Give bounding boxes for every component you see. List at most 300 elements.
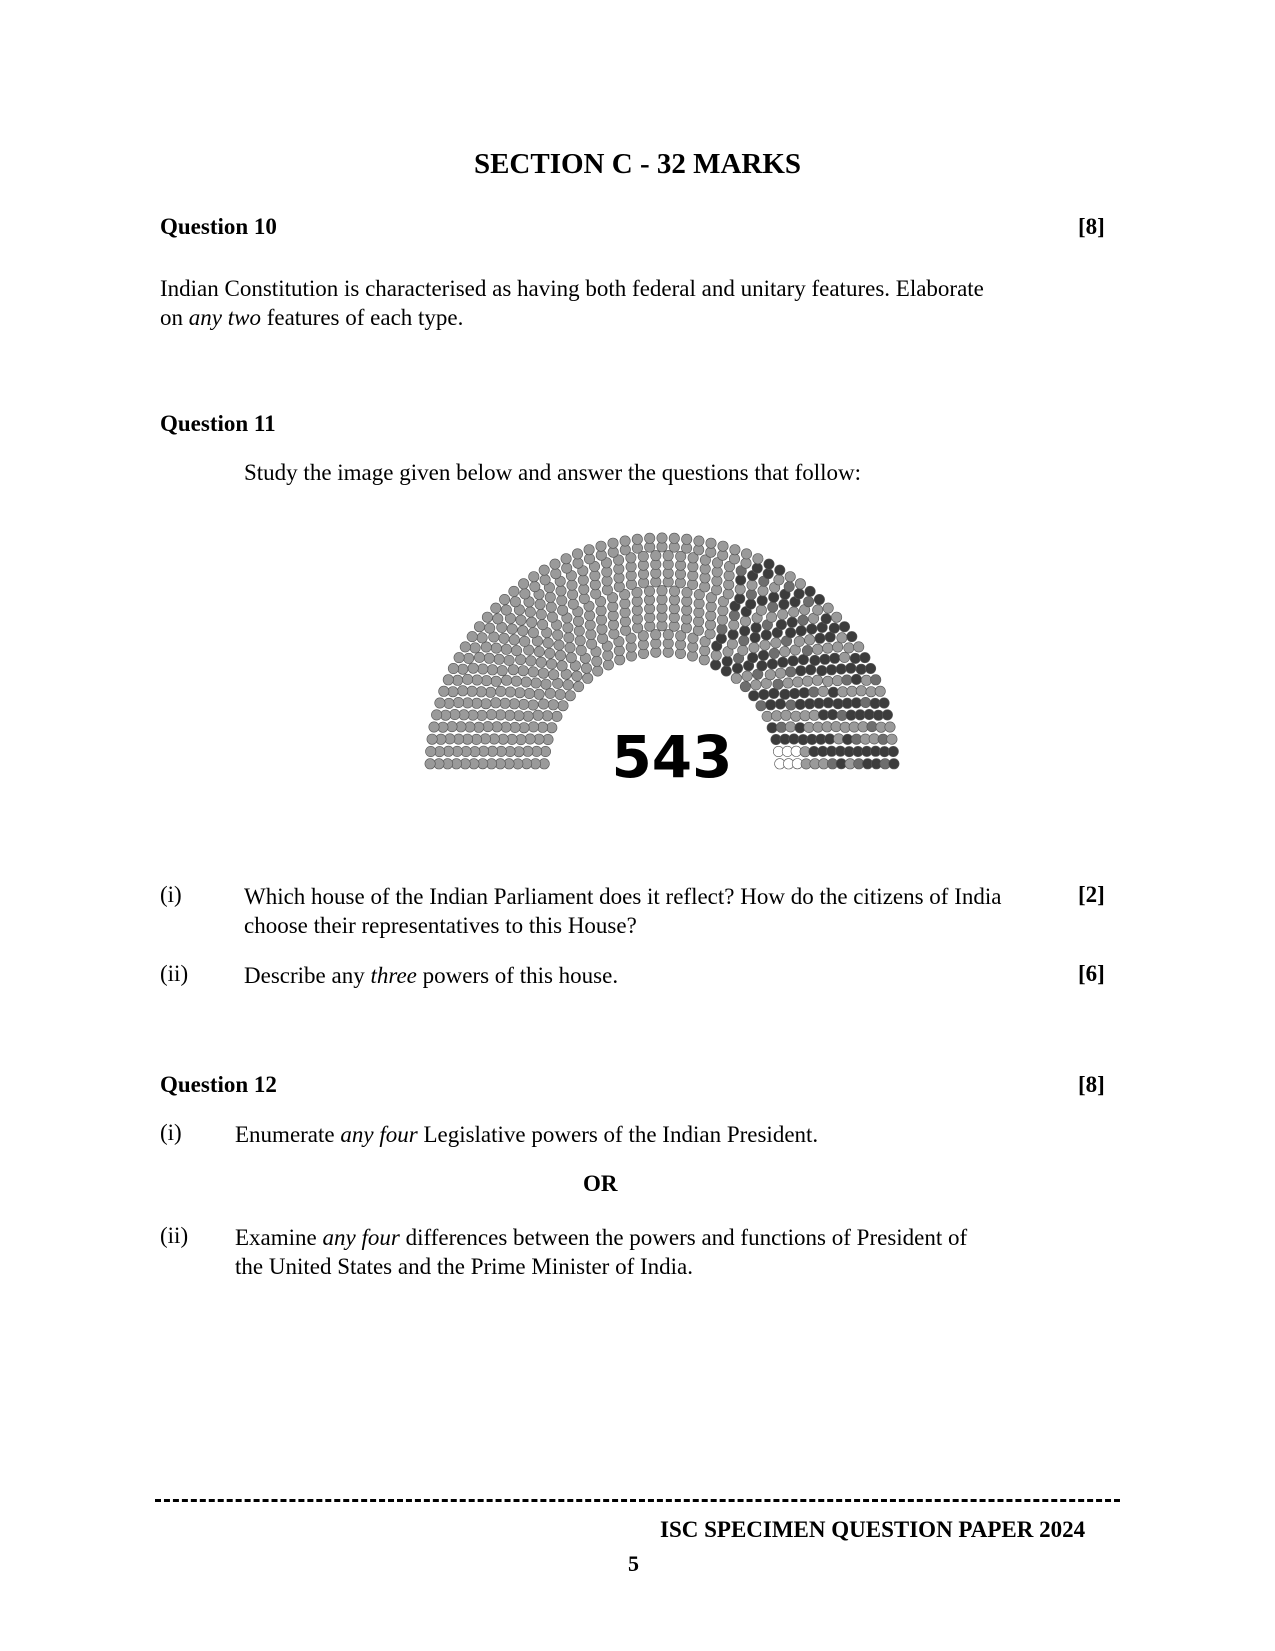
- seat-dot: [538, 668, 548, 678]
- seat-dot: [493, 614, 503, 624]
- seat-dot: [751, 680, 761, 690]
- seat-dot: [548, 700, 558, 710]
- seat-dot: [809, 687, 819, 697]
- question-10-marks: [8]: [1078, 214, 1105, 239]
- seat-dot: [632, 534, 642, 544]
- seat-dot: [596, 541, 606, 551]
- seat-dot: [529, 572, 539, 582]
- seat-dot: [462, 674, 472, 684]
- seat-dot: [549, 670, 559, 680]
- question-11-heading: Question 11: [160, 411, 276, 436]
- seat-dot: [531, 678, 541, 688]
- seat-dot: [528, 667, 538, 677]
- seat-dot: [536, 609, 546, 619]
- seat-dot: [541, 679, 551, 689]
- seat-dot: [805, 635, 815, 645]
- seat-dot: [592, 656, 602, 666]
- seat-dot: [645, 533, 655, 543]
- seat-dot: [596, 615, 606, 625]
- seat-dot: [757, 661, 767, 671]
- seat-dot: [740, 681, 750, 691]
- seat-dot: [538, 699, 548, 709]
- seat-dot: [823, 603, 833, 613]
- seat-dot: [448, 663, 458, 673]
- seat-dot: [786, 667, 796, 677]
- seat-dot: [474, 622, 484, 632]
- seat-dot: [562, 563, 572, 573]
- seat-dot: [757, 595, 767, 605]
- seat-dot: [435, 698, 445, 708]
- seat-dot: [810, 655, 820, 665]
- section-title: SECTION C - 32 MARKS: [473, 148, 802, 180]
- seat-dot: [839, 622, 849, 632]
- seat-dot: [850, 653, 860, 663]
- seat-dot: [716, 633, 726, 643]
- seat-dot: [844, 643, 854, 653]
- seat-dot: [603, 660, 613, 670]
- seat-dot: [507, 624, 517, 634]
- seat-dot: [728, 629, 738, 639]
- seat-dot: [481, 675, 491, 685]
- seat-dot: [657, 585, 667, 595]
- seat-dot: [576, 645, 586, 655]
- seat-dot: [749, 642, 759, 652]
- seat-dot: [746, 599, 756, 609]
- seat-dot: [478, 664, 488, 674]
- seat-dot: [796, 666, 806, 676]
- seat-dot: [557, 605, 567, 615]
- seat-dot: [537, 619, 547, 629]
- seat-dot: [534, 689, 544, 699]
- seat-dot: [738, 645, 748, 655]
- seat-dot: [501, 675, 511, 685]
- seat-dot: [573, 616, 583, 626]
- seat-dot: [780, 646, 790, 656]
- seat-dot: [765, 670, 775, 680]
- seat-dot: [763, 569, 773, 579]
- seat-dot: [453, 697, 463, 707]
- q11-part-i-line-1: Which house of the Indian Parliament does it reflect? How do the citizens of India: [244, 884, 1002, 909]
- seat-dot: [579, 593, 589, 603]
- seat-dot: [773, 679, 783, 689]
- seat-dot: [741, 549, 751, 559]
- seat-dot: [510, 597, 520, 607]
- seat-dot: [885, 722, 895, 732]
- seat-dot: [775, 699, 785, 709]
- seat-dot: [546, 659, 556, 669]
- seat-dot: [504, 655, 514, 665]
- seat-dot: [799, 688, 809, 698]
- seat-dot: [509, 699, 519, 709]
- seat-dot: [499, 594, 509, 604]
- seat-dot: [501, 605, 511, 615]
- seat-dot: [760, 640, 770, 650]
- seat-dot: [497, 665, 507, 675]
- seat-dot: [783, 678, 793, 688]
- seat-dot: [864, 709, 874, 719]
- seat-dot: [711, 650, 721, 660]
- seat-dot: [509, 635, 519, 645]
- seat-dot: [837, 633, 847, 643]
- seat-dot: [528, 628, 538, 638]
- q11-part-i-line-2: choose their representatives to this House?: [244, 913, 637, 938]
- seat-dot: [547, 612, 557, 622]
- seat-dot: [556, 586, 566, 596]
- seat-dot: [564, 632, 574, 642]
- seat-dot: [851, 698, 861, 708]
- footer-divider: [155, 1499, 1120, 1502]
- seat-dot: [817, 665, 827, 675]
- seat-dot: [717, 615, 727, 625]
- seat-dot: [803, 597, 813, 607]
- q11-part-i-marks: [2]: [1078, 882, 1105, 907]
- seat-dot: [758, 650, 768, 660]
- seat-dot: [739, 635, 749, 645]
- seat-dot: [818, 686, 828, 696]
- page-number: 5: [628, 1551, 639, 1576]
- seat-dot: [555, 650, 565, 660]
- seat-dot: [615, 655, 625, 665]
- seat-dot: [553, 630, 563, 640]
- question-10-line-1: Indian Constitution is characterised as having both federal and unitary features. Elaborate: [160, 276, 984, 301]
- seat-dot: [597, 624, 607, 634]
- seat-dot: [484, 653, 494, 663]
- seat-dot: [823, 676, 833, 686]
- seat-dot: [735, 584, 745, 594]
- emphasis: three: [370, 963, 417, 988]
- seat-dot: [795, 699, 805, 709]
- seat-dot: [785, 628, 795, 638]
- seat-dot: [526, 656, 536, 666]
- seat-dot: [821, 614, 831, 624]
- seat-dot: [846, 663, 856, 673]
- seat-dot: [669, 533, 679, 543]
- seat-dot: [535, 599, 545, 609]
- seat-dot: [657, 533, 667, 543]
- seat-dot: [481, 642, 491, 652]
- seat-dot: [491, 603, 501, 613]
- seat-dot: [530, 581, 540, 591]
- seat-dot: [771, 711, 781, 721]
- seat-dot: [491, 676, 501, 686]
- seat-dot: [762, 711, 772, 721]
- seat-dot: [722, 656, 732, 666]
- seat-dot: [823, 698, 833, 708]
- footer-title: ISC SPECIMEN QUESTION PAPER 2024: [660, 1517, 1086, 1542]
- seat-dot: [740, 616, 750, 626]
- seat-dot: [499, 633, 509, 643]
- seat-dot: [458, 664, 468, 674]
- seat-dot: [856, 686, 866, 696]
- seat-dot: [842, 675, 852, 685]
- seat-dot: [586, 639, 596, 649]
- seat-dot: [572, 549, 582, 559]
- seat-dot: [563, 680, 573, 690]
- seat-dot: [591, 589, 601, 599]
- emphasis: any four: [340, 1122, 418, 1147]
- seat-dot: [520, 636, 530, 646]
- seat-dot: [533, 710, 543, 720]
- seat-dot: [699, 655, 709, 665]
- seat-dot: [775, 668, 785, 678]
- seat-dot: [597, 633, 607, 643]
- parliament-seat-diagram: [420, 505, 920, 815]
- seat-dot: [462, 698, 472, 708]
- seat-dot: [832, 675, 842, 685]
- seat-dot: [620, 536, 630, 546]
- seat-dot: [460, 642, 470, 652]
- seat-dot: [752, 563, 762, 573]
- seat-dot: [761, 630, 771, 640]
- seat-dot: [519, 699, 529, 709]
- seat-dot: [545, 688, 555, 698]
- seat-dot: [491, 643, 501, 653]
- seat-dot: [596, 605, 606, 615]
- seat-dot: [769, 688, 779, 698]
- seat-dot: [812, 675, 822, 685]
- question-12-marks: [8]: [1078, 1072, 1105, 1097]
- seat-dot: [751, 623, 761, 633]
- seat-dot: [759, 689, 769, 699]
- seat-dot: [827, 709, 837, 719]
- seat-dot: [710, 660, 720, 670]
- seat-dot: [847, 631, 857, 641]
- seat-dot: [756, 605, 766, 615]
- seat-dot: [539, 565, 549, 575]
- q11-part-ii-number: (ii): [160, 961, 189, 986]
- seat-dot: [514, 711, 524, 721]
- seat-dot: [794, 636, 804, 646]
- seat-dot: [584, 545, 594, 555]
- q12-part-ii-number: (ii): [160, 1223, 189, 1248]
- seat-dot: [518, 626, 528, 636]
- seat-dot: [540, 575, 550, 585]
- q12-part-i-text: Enumerate any four Legislative powers of the Indian President.: [235, 1122, 819, 1147]
- seat-dot: [523, 711, 533, 721]
- q12-part-ii-line-1: Examine any four differences between the powers and functions of President of: [235, 1225, 968, 1250]
- seat-dot: [558, 701, 568, 711]
- seat-dot: [729, 554, 739, 564]
- seat-dot: [875, 686, 885, 696]
- seat-dot: [805, 586, 815, 596]
- seat-dot: [813, 605, 823, 615]
- seat-dot: [518, 579, 528, 589]
- seat-dot: [758, 586, 768, 596]
- seat-dot: [518, 666, 528, 676]
- seat-dot: [766, 612, 776, 622]
- seat-dot: [552, 711, 562, 721]
- seat-dot: [829, 623, 839, 633]
- seat-dot: [798, 615, 808, 625]
- seat-dot: [494, 654, 504, 664]
- seat-dot: [426, 746, 436, 756]
- seat-dot: [789, 734, 799, 744]
- seat-dot: [778, 609, 788, 619]
- seat-dot: [525, 734, 535, 744]
- seat-dot: [568, 599, 578, 609]
- seat-dot: [567, 580, 577, 590]
- seat-dot: [785, 572, 795, 582]
- seat-dot: [775, 565, 785, 575]
- q11-part-i-number: (i): [160, 882, 182, 907]
- seat-dot: [563, 623, 573, 633]
- seat-dot: [807, 624, 817, 634]
- seat-dot: [505, 687, 515, 697]
- seat-dot: [717, 624, 727, 634]
- seat-dot: [887, 734, 897, 744]
- seat-dot: [545, 592, 555, 602]
- seat-dot: [789, 688, 799, 698]
- seat-dot: [474, 652, 484, 662]
- seat-dot: [779, 599, 789, 609]
- seat-dot: [839, 652, 849, 662]
- seat-dot: [889, 759, 899, 769]
- seat-dot: [543, 638, 553, 648]
- seat-dot: [882, 710, 892, 720]
- seat-dot: [557, 595, 567, 605]
- seat-dot: [583, 673, 593, 683]
- seat-dot: [603, 650, 613, 660]
- seat-dot: [511, 645, 521, 655]
- seat-dot: [585, 620, 595, 630]
- seat-dot: [731, 673, 741, 683]
- seat-dot: [778, 657, 788, 667]
- seat-dot: [425, 759, 435, 769]
- seat-dot: [487, 665, 497, 675]
- seat-dot: [573, 558, 583, 568]
- seat-dot: [814, 698, 824, 708]
- seat-dot: [860, 652, 870, 662]
- seat-dot: [431, 710, 441, 720]
- seat-dot: [467, 631, 477, 641]
- seat-dot: [786, 700, 796, 710]
- seat-dot: [736, 575, 746, 585]
- seat-dot: [547, 723, 557, 733]
- or-separator: OR: [583, 1171, 618, 1196]
- seat-dot: [789, 607, 799, 617]
- seat-dot: [472, 675, 482, 685]
- seat-dot: [749, 691, 759, 701]
- seat-dot: [482, 612, 492, 622]
- seat-dot: [823, 643, 833, 653]
- seat-dot: [593, 666, 603, 676]
- seat-dot: [550, 559, 560, 569]
- seat-dot: [830, 653, 840, 663]
- question-12-heading: Question 12: [160, 1072, 277, 1097]
- seat-dot: [730, 545, 740, 555]
- seat-dot: [579, 584, 589, 594]
- seat-dot: [467, 686, 477, 696]
- seat-dot: [741, 558, 751, 568]
- seat-dot: [573, 681, 583, 691]
- seat-dot: [753, 554, 763, 564]
- seat-dot: [836, 664, 846, 674]
- seat-dot: [764, 559, 774, 569]
- seat-dot: [795, 579, 805, 589]
- seat-dot: [486, 709, 496, 719]
- seat-dot: [485, 687, 495, 697]
- q12-part-ii-text: [235, 1223, 967, 1281]
- seat-dot: [785, 722, 795, 732]
- seat-dot: [718, 605, 728, 615]
- seat-dot: [575, 635, 585, 645]
- seat-dot: [768, 602, 778, 612]
- seat-dot: [831, 721, 841, 731]
- question-11-instruction: Study the image given below and answer the questions that follow:: [244, 460, 862, 485]
- seat-dot: [806, 665, 816, 675]
- seat-dot: [565, 642, 575, 652]
- seat-dot: [566, 653, 576, 663]
- seat-dot: [854, 642, 864, 652]
- seat-dot: [590, 570, 600, 580]
- seat-dot: [831, 612, 841, 622]
- seat-dot: [809, 710, 819, 720]
- seat-dot: [769, 648, 779, 658]
- seat-dot: [723, 589, 733, 599]
- seat-dot: [833, 699, 843, 709]
- seat-dot: [742, 671, 752, 681]
- seat-dot: [520, 589, 530, 599]
- q12-part-i-number: (i): [160, 1120, 182, 1145]
- seat-dot: [805, 699, 815, 709]
- seat-dot: [574, 626, 584, 636]
- seat-dot: [746, 589, 756, 599]
- seat-dot: [682, 534, 692, 544]
- question-10-text: [160, 274, 984, 332]
- seat-dot: [439, 686, 449, 696]
- seat-dot: [516, 615, 526, 625]
- seat-dot: [847, 686, 857, 696]
- seat-dot: [780, 689, 790, 699]
- seat-dot: [856, 664, 866, 674]
- seat-dot: [729, 610, 739, 620]
- seat-dot: [767, 659, 777, 669]
- seat-dot: [815, 633, 825, 643]
- seat-dot: [747, 580, 757, 590]
- seat-dot: [485, 623, 495, 633]
- seat-dot: [740, 626, 750, 636]
- emphasis: any four: [322, 1225, 400, 1250]
- seat-dot: [861, 675, 871, 685]
- seat-dot: [828, 687, 838, 697]
- seat-dot: [491, 698, 501, 708]
- seat-dot: [508, 665, 518, 675]
- seat-dot: [572, 671, 582, 681]
- seat-dot: [800, 711, 810, 721]
- seat-dot: [781, 710, 791, 720]
- q11-part-ii-marks: [6]: [1078, 961, 1105, 986]
- seat-dot: [888, 746, 898, 756]
- seat-dot: [608, 538, 618, 548]
- seat-dot: [505, 710, 515, 720]
- seat-dot: [536, 657, 546, 667]
- seat-dot: [771, 638, 781, 648]
- seat-dot: [443, 675, 453, 685]
- seat-dot: [429, 722, 439, 732]
- seat-dot: [865, 663, 875, 673]
- seat-dot: [464, 653, 474, 663]
- seat-dot: [826, 665, 836, 675]
- seat-dot: [551, 569, 561, 579]
- seat-dot: [521, 677, 531, 687]
- seat-dot: [584, 554, 594, 564]
- seat-dot: [468, 663, 478, 673]
- seat-dot: [470, 643, 480, 653]
- seat-dot: [542, 711, 552, 721]
- seat-dot: [476, 687, 486, 697]
- seat-dot: [515, 688, 525, 698]
- seat-dot: [454, 652, 464, 662]
